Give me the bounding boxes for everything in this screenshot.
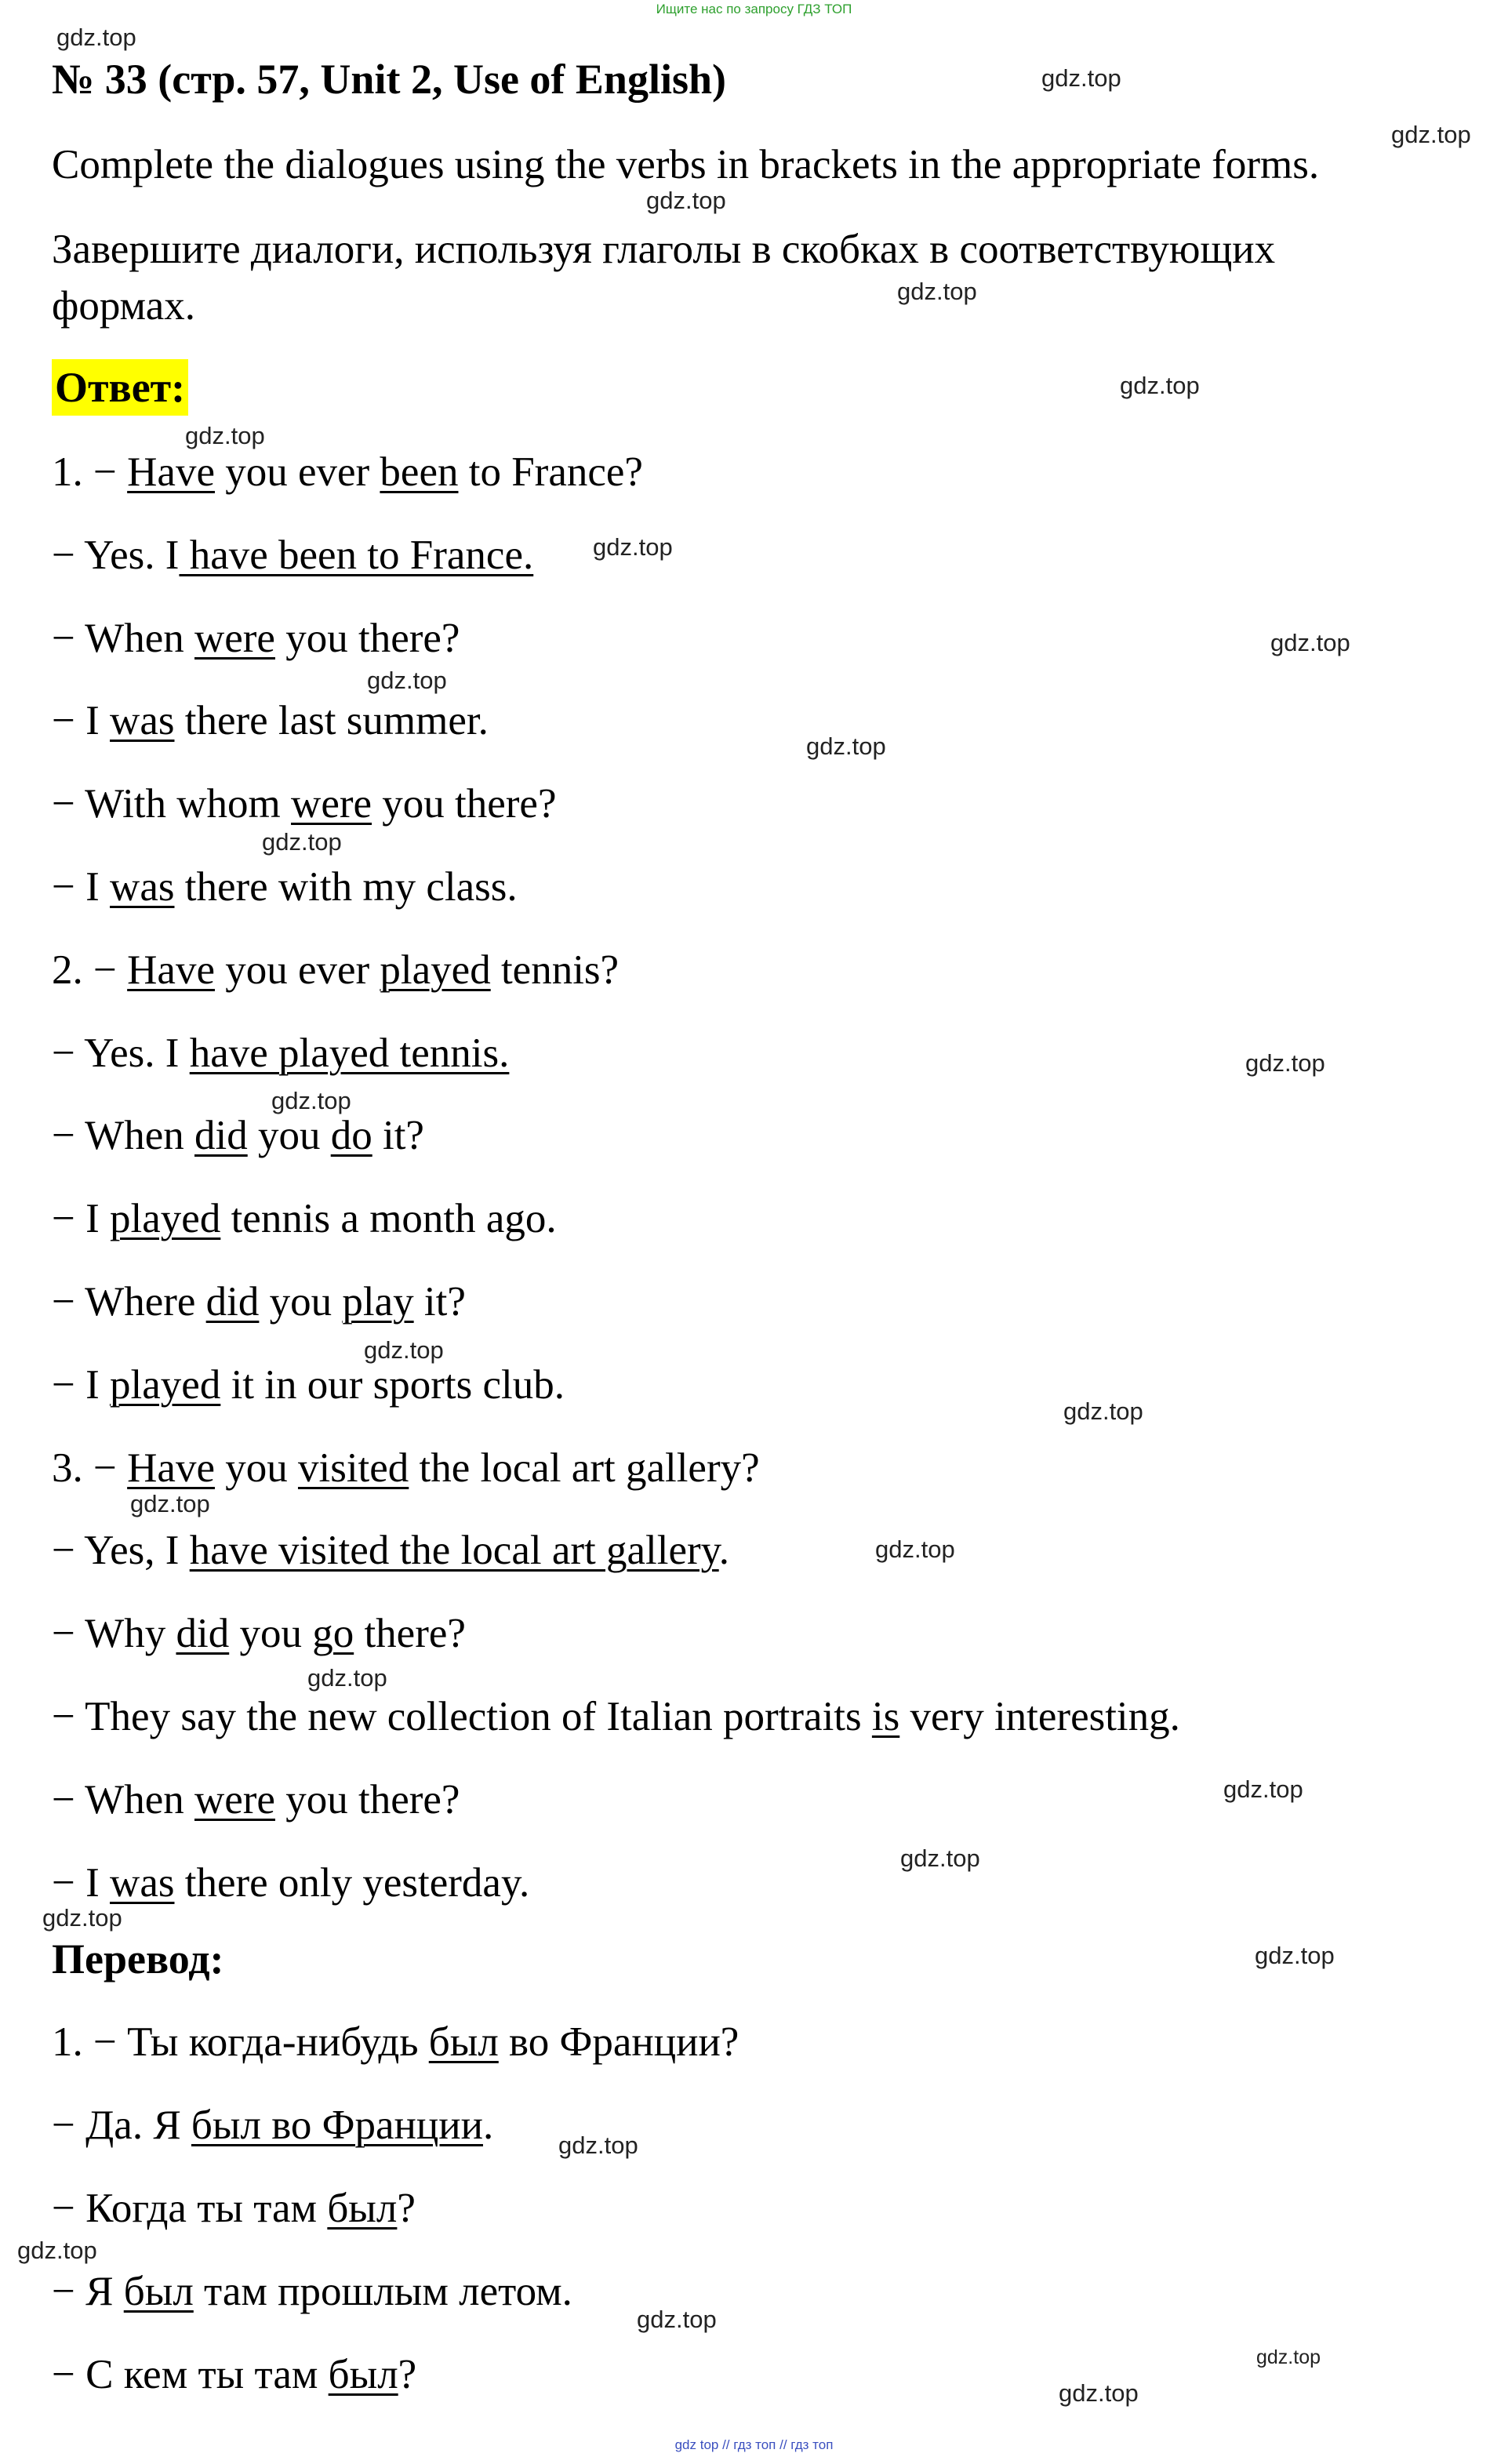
instruction-russian-line-2: формах. xyxy=(52,283,195,329)
line-text: − I xyxy=(52,1196,111,1242)
line-text: − Yes, I xyxy=(52,1528,190,1574)
instruction-english: Complete the dialogues using the verbs in brackets in the appropriate forms. xyxy=(52,142,1320,187)
answer-line xyxy=(52,1522,729,1579)
line-text: ? xyxy=(398,2352,417,2397)
line-text: you xyxy=(214,1445,298,1491)
line-text: − Когда ты там xyxy=(52,2186,328,2231)
line-text: you there? xyxy=(372,781,557,827)
answer-word: was xyxy=(110,864,175,910)
watermark: gdz.top xyxy=(1041,64,1121,92)
answer-word: был xyxy=(327,2186,398,2231)
watermark: gdz.top xyxy=(558,2131,638,2159)
watermark: gdz.top xyxy=(1063,1397,1143,1425)
answer-word: played xyxy=(110,1196,221,1242)
answer-line xyxy=(52,942,619,998)
line-text: you ever xyxy=(214,947,380,993)
answer-word: were xyxy=(291,781,372,827)
answer-word: был xyxy=(328,2352,398,2397)
watermark: gdz.top xyxy=(262,828,342,856)
line-text: . xyxy=(718,1528,729,1574)
answer-word: visited xyxy=(297,1445,409,1491)
watermark: gdz.top xyxy=(875,1535,955,1563)
answer-line xyxy=(52,1772,460,1828)
line-text: very interesting. xyxy=(899,1694,1180,1739)
line-text: to France? xyxy=(458,449,643,495)
answer-word: Have xyxy=(127,1445,215,1491)
line-text: − When xyxy=(52,615,194,661)
answer-word: played xyxy=(380,947,491,993)
answer-word: did xyxy=(176,1611,230,1657)
answer-word: have visited the local art gallery xyxy=(189,1528,719,1574)
answer-word: был во Франции xyxy=(191,2102,483,2148)
answer-word: Have xyxy=(127,947,215,993)
line-text: − I xyxy=(52,1859,111,1906)
answer-word: played xyxy=(110,1361,221,1408)
line-text: 3. − xyxy=(52,1445,128,1491)
line-text: − With whom xyxy=(52,781,292,827)
watermark: gdz.top xyxy=(42,1904,122,1932)
line-text: 1. − xyxy=(52,449,128,495)
answer-word: Have xyxy=(127,449,215,495)
answer-line xyxy=(52,692,489,749)
translation-line xyxy=(52,2180,416,2237)
instruction-russian-line-1: Завершите диалоги, используя глаголы в скобках в соответствующих xyxy=(52,227,1276,272)
watermark: gdz.top xyxy=(56,24,136,51)
line-text: there only yesterday. xyxy=(174,1859,530,1906)
watermark: gdz.top xyxy=(1120,372,1200,399)
answer-word: was xyxy=(110,698,175,744)
line-text: − Yes. I xyxy=(52,532,180,578)
line-text: you ever xyxy=(214,449,380,495)
answer-word: is xyxy=(871,1694,900,1739)
translation-line xyxy=(52,2014,739,2070)
footer-links[interactable]: gdz top // гдз топ // гдз топ xyxy=(674,2437,834,2452)
answer-line xyxy=(52,1357,565,1413)
answer-word: был xyxy=(123,2269,194,2314)
line-text: there? xyxy=(354,1611,466,1657)
line-text: − I xyxy=(52,1361,111,1408)
line-text: there with my class. xyxy=(174,864,518,910)
line-text: the local art gallery? xyxy=(409,1445,760,1491)
line-text: 1. − Ты когда-нибудь xyxy=(52,2019,429,2065)
answer-line xyxy=(52,1025,509,1081)
watermark: gdz.top xyxy=(897,278,977,305)
answer-word: play xyxy=(342,1279,414,1325)
line-text: you xyxy=(229,1611,313,1657)
answer-line xyxy=(52,859,518,915)
exercise-title: № 33 (стр. 57, Unit 2, Use of English) xyxy=(52,56,726,103)
watermark: gdz.top xyxy=(806,732,886,760)
answer-word: do xyxy=(330,1113,372,1159)
line-text: там прошлым летом. xyxy=(193,2269,572,2314)
watermark: gdz.top xyxy=(1391,121,1471,148)
watermark: gdz.top xyxy=(900,1844,980,1872)
watermark: gdz.top xyxy=(17,2237,97,2264)
line-text: − When xyxy=(52,1113,194,1159)
answer-line xyxy=(52,1440,760,1496)
translation-label: Перевод: xyxy=(52,1935,224,1982)
answer-line xyxy=(52,444,643,500)
line-text: − They say the new collection of Italian portraits xyxy=(52,1694,872,1739)
line-text: − I xyxy=(52,864,111,910)
answer-line xyxy=(52,776,556,832)
answer-line xyxy=(52,1688,1180,1745)
answer-line xyxy=(52,1855,529,1911)
watermark: gdz.top xyxy=(646,187,726,214)
line-text: − Where xyxy=(52,1279,206,1325)
answer-label: Ответ: xyxy=(52,359,188,416)
answer-word: was xyxy=(110,1859,175,1906)
watermark: gdz.top xyxy=(367,667,447,694)
watermark: gdz.top xyxy=(271,1087,351,1114)
answer-word: were xyxy=(194,615,275,661)
answer-word: have played tennis. xyxy=(189,1030,510,1076)
answer-line xyxy=(52,1274,466,1330)
line-text: you xyxy=(259,1279,343,1325)
line-text: you there? xyxy=(274,615,460,661)
line-text: − С кем ты там xyxy=(52,2352,329,2397)
watermark: gdz.top xyxy=(130,1490,210,1517)
answer-line xyxy=(52,1605,466,1662)
answer-word: go xyxy=(312,1611,354,1657)
line-text: − Why xyxy=(52,1611,176,1657)
answer-word: were xyxy=(194,1776,275,1823)
line-text: ? xyxy=(397,2186,416,2231)
line-text: − Yes. I xyxy=(52,1030,190,1076)
line-text: − I xyxy=(52,698,111,744)
answer-line xyxy=(52,610,460,667)
line-text: − Я xyxy=(52,2269,124,2314)
line-text: − When xyxy=(52,1776,194,1823)
line-text: 2. − xyxy=(52,947,128,993)
watermark: gdz.top xyxy=(364,1336,444,1364)
answer-word: did xyxy=(194,1113,248,1159)
watermark: gdz.top xyxy=(185,422,265,449)
watermark: gdz.top xyxy=(1223,1775,1303,1803)
line-text: tennis? xyxy=(490,947,620,993)
line-text: − Да. Я xyxy=(52,2102,191,2148)
search-hint[interactable]: Ищите нас по запросу ГДЗ ТОП xyxy=(656,2,852,16)
answer-line xyxy=(52,1107,424,1164)
line-text: there last summer. xyxy=(174,698,489,744)
translation-line xyxy=(52,2097,493,2153)
line-text: it? xyxy=(413,1279,466,1325)
answer-word: did xyxy=(205,1279,260,1325)
translation-line xyxy=(52,2263,572,2320)
line-text: you there? xyxy=(274,1776,460,1823)
watermark: gdz.top xyxy=(1270,629,1350,656)
translation-line xyxy=(52,2346,416,2403)
watermark: gdz.top xyxy=(593,533,673,561)
answer-word: been xyxy=(380,449,459,495)
line-text: it? xyxy=(372,1113,424,1159)
line-text: во Франции? xyxy=(498,2019,739,2065)
answer-word: have been to France. xyxy=(179,532,534,578)
line-text: tennis a month ago. xyxy=(220,1196,557,1242)
watermark: gdz.top xyxy=(1245,1049,1325,1077)
watermark: gdz.top xyxy=(307,1664,387,1692)
answer-line xyxy=(52,527,533,583)
watermark: gdz.top xyxy=(1255,1942,1335,1969)
watermark: gdz.top xyxy=(1059,2379,1139,2407)
line-text: you xyxy=(247,1113,331,1159)
answer-line xyxy=(52,1190,557,1247)
answer-word: был xyxy=(428,2019,499,2065)
line-text: . xyxy=(482,2102,494,2148)
line-text: it in our sports club. xyxy=(220,1361,565,1408)
watermark: gdz.top xyxy=(1256,2346,1321,2368)
watermark: gdz.top xyxy=(637,2306,717,2333)
